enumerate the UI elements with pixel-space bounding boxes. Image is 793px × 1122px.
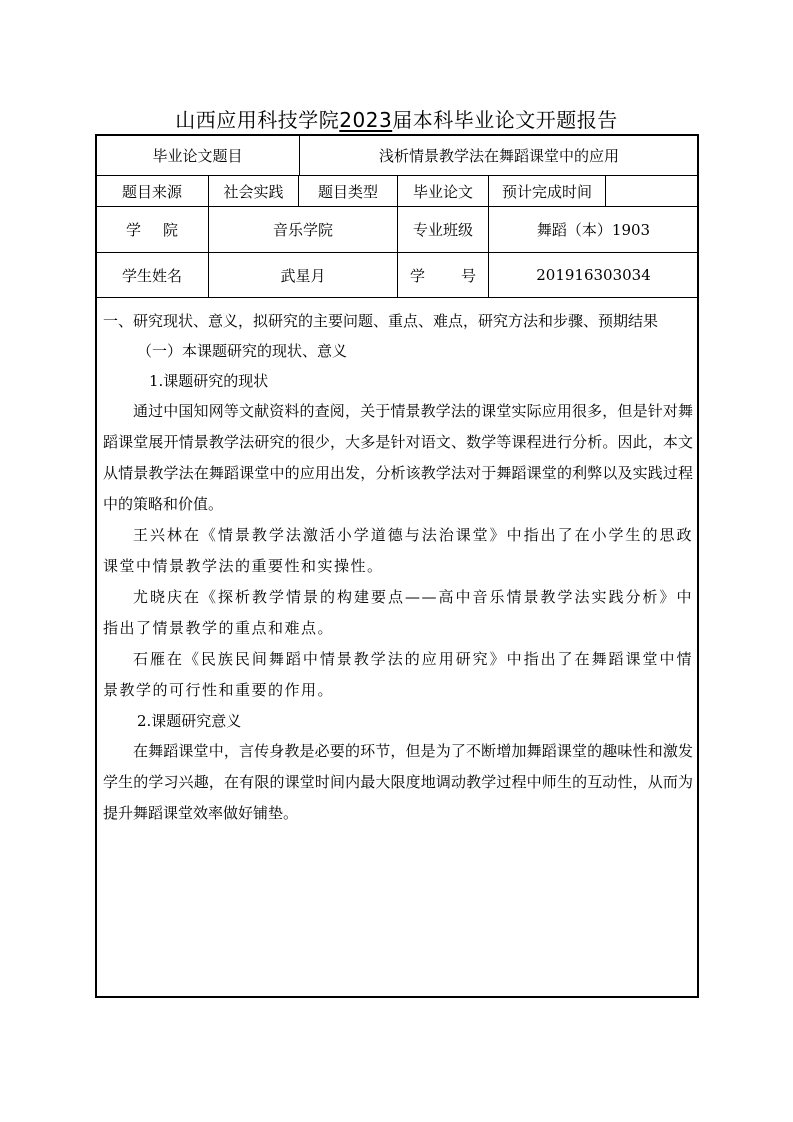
completion-value — [606, 176, 698, 206]
paragraph-significance: 在舞蹈课堂中，言传身教是必要的环节，但是为了不断增加舞蹈课堂的趣味性和激发学生的学习兴趣，在有限的课堂时间内最大限度地调动教学过程中师生的互动性，从而为提升舞蹈课堂效率做好铺垫。 — [103, 742, 693, 822]
college-label — [96, 207, 208, 252]
college-value: 音乐学院 — [272, 221, 333, 239]
student-id-label-char-2: 号 — [460, 266, 476, 285]
source-label: 题目来源 — [121, 182, 182, 201]
paragraph-reference-you: 尤晓庆在《探析教学情景的构建要点——高中音乐情景教学法实践分析》中指出了情景教学的重点和难点。 — [103, 588, 693, 637]
row-divider — [96, 297, 698, 298]
type-value: 毕业论文 — [412, 182, 473, 201]
student-name-label: 学生姓名 — [121, 266, 182, 285]
title-year: 2023 — [339, 108, 393, 132]
title-prefix: 山西应用科技学院 — [175, 108, 340, 132]
section-heading: 一、研究现状、意义，拟研究的主要问题、重点、难点，研究方法和步骤、预期结果 — [103, 312, 659, 330]
thesis-title-label: 毕业论文题目 — [152, 147, 243, 165]
report-body — [103, 306, 693, 829]
student-id-value: 201916303034 — [536, 266, 651, 284]
paragraph-reference-wang: 王兴林在《情景教学法激活小学道德与法治课堂》中指出了在小学生的思政课堂中情景教学法的重要性和实操性。 — [103, 526, 693, 575]
item2-heading: 2.课题研究意义 — [137, 712, 242, 730]
title-suffix: 届本科毕业论文开题报告 — [392, 108, 618, 132]
type-label: 题目类型 — [317, 182, 378, 201]
major-value: 舞蹈（本）1903 — [536, 221, 651, 239]
student-id-label — [398, 253, 488, 297]
source-value: 社会实践 — [223, 182, 284, 201]
student-id-label-char-1: 学 — [410, 266, 426, 285]
document-title — [0, 104, 793, 133]
completion-label: 预计完成时间 — [501, 182, 592, 201]
major-label: 专业班级 — [412, 221, 473, 239]
sub-heading: （一）本课题研究的现状、意义 — [137, 342, 348, 360]
paragraph-literature-review: 通过中国知网等文献资料的查阅，关于情景教学法的课堂实际应用很多，但是针对舞蹈课堂展开情景教学法研究的很少，大多是针对语文、数学等课程进行分析。因此，本文从情景教学法在舞蹈课堂中的应用出发，分析该教学法对于舞蹈课堂的利弊以及实践过程中的策略和价值。 — [103, 402, 693, 513]
student-name-value: 武星月 — [280, 266, 326, 285]
college-label-char-1: 学 — [126, 221, 142, 239]
item1-heading: 1.课题研究的现状 — [149, 372, 269, 390]
paragraph-reference-shi: 石雁在《民族民间舞蹈中情景教学法的应用研究》中指出了在舞蹈课堂中情景教学的可行性和重要的作用。 — [103, 650, 693, 699]
college-label-char-2: 院 — [162, 221, 178, 239]
thesis-title-value: 浅析情景教学法在舞蹈课堂中的应用 — [378, 147, 619, 165]
